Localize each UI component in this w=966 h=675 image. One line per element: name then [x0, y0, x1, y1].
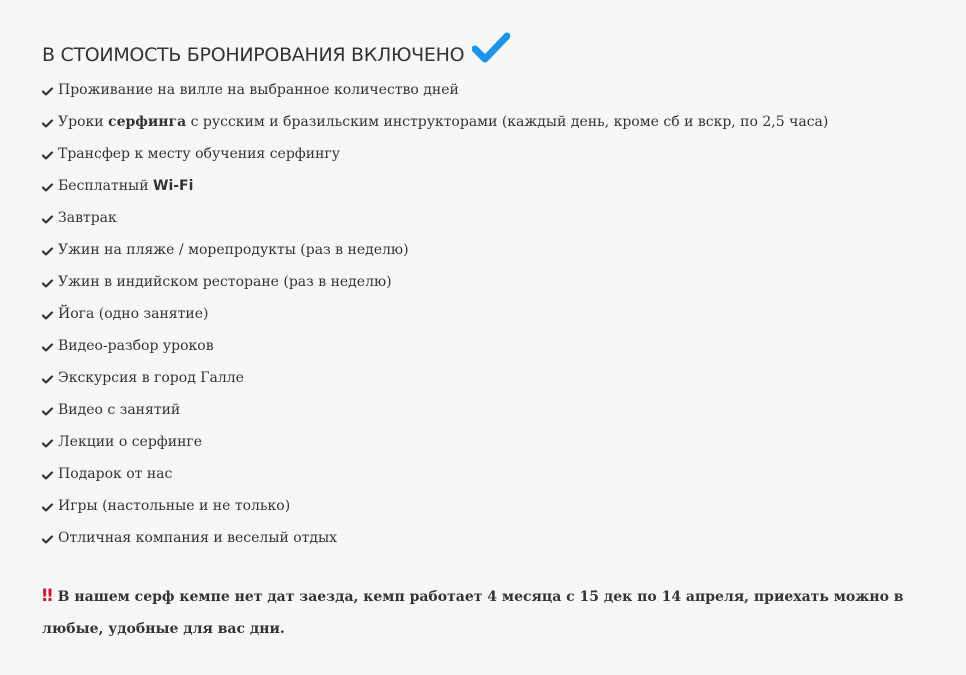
list-item [42, 266, 828, 298]
check-mark-icon [42, 343, 53, 352]
check-mark-icon [42, 503, 53, 512]
heading-title: В СТОИМОСТЬ БРОНИРОВАНИЯ ВКЛЮЧЕНО [42, 43, 465, 66]
check-mark-icon [42, 471, 53, 480]
check-mark-icon [42, 439, 53, 448]
list-item-text [58, 114, 828, 130]
list-item [42, 74, 828, 106]
list-item-prefix: Бесплатный [58, 178, 153, 194]
list-item-bold: Wi-Fi [153, 178, 194, 194]
big-check-mark-icon [472, 31, 510, 65]
check-mark-icon [42, 119, 53, 128]
list-item-text: Ужин на пляже / морепродукты (раз в неделю) [58, 242, 409, 258]
list-item [42, 298, 828, 330]
double-exclamation-icon: ‼ [42, 586, 51, 606]
list-item [42, 106, 828, 138]
list-item [42, 138, 828, 170]
list-item-text: Завтрак [58, 210, 117, 226]
list-item-text: Экскурсия в город Галле [58, 370, 244, 386]
arrival-notice [42, 580, 922, 645]
list-item-text: Йога (одно занятие) [58, 306, 209, 322]
list-item-text: Подарок от нас [58, 466, 173, 482]
list-item-text: Видео-разбор уроков [58, 338, 214, 354]
check-mark-icon [42, 151, 53, 160]
list-item [42, 362, 828, 394]
check-mark-icon [42, 407, 53, 416]
list-item-text: Проживание на вилле на выбранное количество дней [58, 82, 459, 98]
list-item-bold: серфинга [108, 114, 187, 130]
check-mark-icon [42, 535, 53, 544]
list-item [42, 490, 828, 522]
list-item-text: Видео с занятий [58, 402, 181, 418]
list-item [42, 202, 828, 234]
notice-text: В нашем серф кемпе нет дат заезда, кемп работает 4 месяца с 15 дек по 14 апреля, приехать можно в любые, удобные для вас дни. [42, 589, 904, 637]
list-item [42, 234, 828, 266]
list-item-suffix: с русским и бразильским инструкторами (каждый день, кроме сб и вскр, по 2,5 часа) [186, 114, 829, 130]
check-mark-icon [42, 247, 53, 256]
check-mark-icon [42, 215, 53, 224]
list-item [42, 330, 828, 362]
list-item [42, 458, 828, 490]
list-item-prefix: Уроки [58, 114, 109, 130]
list-item [42, 394, 828, 426]
list-item [42, 522, 828, 554]
list-item-text [58, 178, 193, 194]
list-item [42, 426, 828, 458]
list-item-text: Трансфер к месту обучения серфингу [58, 146, 340, 162]
check-mark-icon [42, 375, 53, 384]
section-heading [42, 30, 510, 80]
check-mark-icon [42, 87, 53, 96]
check-mark-icon [42, 279, 53, 288]
list-item-text: Ужин в индийском ресторане (раз в неделю) [58, 274, 392, 290]
list-item-text: Лекции о серфинге [58, 434, 203, 450]
included-list [42, 74, 828, 554]
list-item-text: Отличная компания и веселый отдых [58, 530, 338, 546]
list-item-text: Игры (настольные и не только) [58, 498, 291, 514]
check-mark-icon [42, 183, 53, 192]
check-mark-icon [42, 311, 53, 320]
list-item [42, 170, 828, 202]
